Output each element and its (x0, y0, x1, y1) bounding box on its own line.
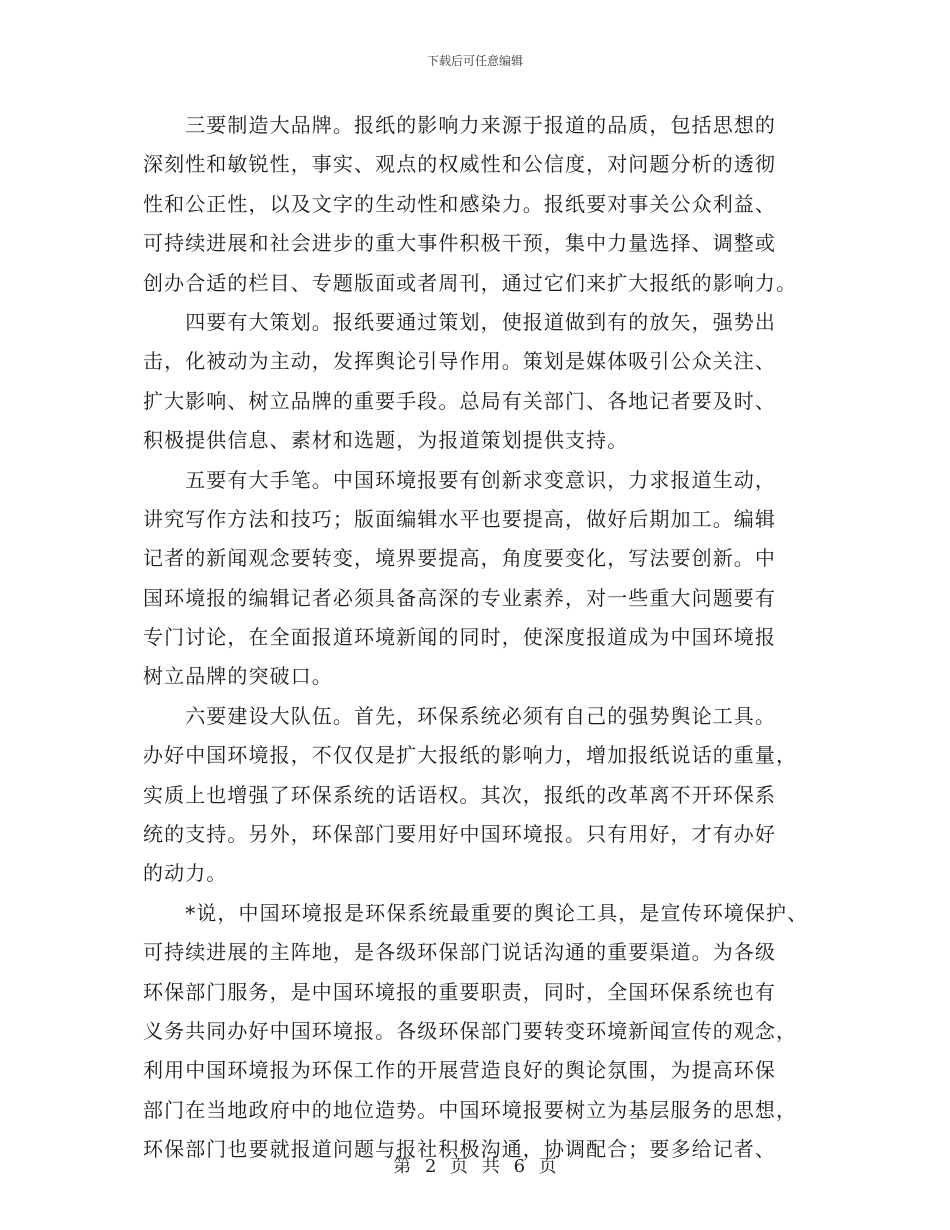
text-line: 创办合适的栏目、专题版面或者周刊，通过它们来扩大报纸的影响力。 (143, 270, 798, 295)
text-line: 讲究写作方法和技巧；版面编辑水平也要提高，做好后期加工。编辑 (143, 506, 776, 531)
text-line: 扩大影响、树立品牌的重要手段。总局有关部门、各地记者要及时、 (143, 388, 776, 413)
text-line: 四要有大策划。报纸要通过策划，使报道做到有的放矢，强势出 (143, 309, 776, 334)
text-line: 办好中国环境报，不仅仅是扩大报纸的影响力，增加报纸说话的重量， (143, 743, 798, 768)
text-line: 记者的新闻观念要转变，境界要提高，角度要变化，写法要创新。中 (143, 546, 776, 571)
text-line: 统的支持。另外，环保部门要用好中国环境报。只有用好，才有办好 (143, 822, 776, 847)
text-line: 可持续进展的主阵地，是各级环保部门说话沟通的重要渠道。为各级 (143, 940, 776, 965)
text-line: 专门讨论，在全面报道环境新闻的同时，使深度报道成为中国环境报 (143, 625, 776, 650)
text-line: 利用中国环境报为环保工作的开展营造良好的舆论氛围，为提高环保 (143, 1058, 776, 1083)
page-header: 下载后可任意编辑 (426, 54, 523, 68)
document-body (143, 106, 833, 1170)
text-line: 可持续进展和社会进步的重大事件积极干预，集中力量选择、调整或 (143, 231, 776, 256)
page-number-footer: 第 2 页 共 6 页 (393, 1156, 557, 1177)
text-line: 积极提供信息、素材和选题，为报道策划提供支持。 (143, 428, 629, 453)
text-line: 义务共同办好中国环境报。各级环保部门要转变环境新闻宣传的观念， (143, 1018, 798, 1043)
text-line: 环保部门服务，是中国环境报的重要职责，同时，全国环保系统也有 (143, 979, 776, 1004)
text-line: 实质上也增强了环保系统的话语权。其次，报纸的改革离不开环保系 (143, 782, 776, 807)
text-line: 三要制造大品牌。报纸的影响力来源于报道的品质，包括思想的 (143, 113, 776, 137)
text-line: 部门在当地政府中的地位造势。中国环境报要树立为基层服务的思想， (143, 1097, 798, 1122)
text-line: 国环境报的编辑记者必须具备高深的专业素养，对一些重大问题要有 (143, 585, 776, 610)
text-line: 的动力。 (143, 861, 228, 886)
text-line: *说，中国环境报是环保系统最重要的舆论工具，是宣传环境保护、 (143, 900, 809, 925)
text-line: 深刻性和敏锐性，事实、观点的权威性和公信度，对问题分析的透彻 (143, 152, 776, 177)
text-line: 六要建设大队伍。首先，环保系统必须有自己的强势舆论工具。 (143, 703, 776, 728)
text-line: 性和公正性，以及文字的生动性和感染力。报纸要对事关公众利益、 (143, 191, 776, 216)
text-line: 树立品牌的突破口。 (143, 664, 333, 689)
text-line: 环保部门也要就报道问题与报社积极沟通，协调配合；要多给记者、 (143, 1137, 776, 1162)
text-line: 五要有大手笔。中国环境报要有创新求变意识，力求报道生动， (143, 467, 776, 492)
text-line: 击，化被动为主动，发挥舆论引导作用。策划是媒体吸引公众关注、 (143, 349, 776, 374)
